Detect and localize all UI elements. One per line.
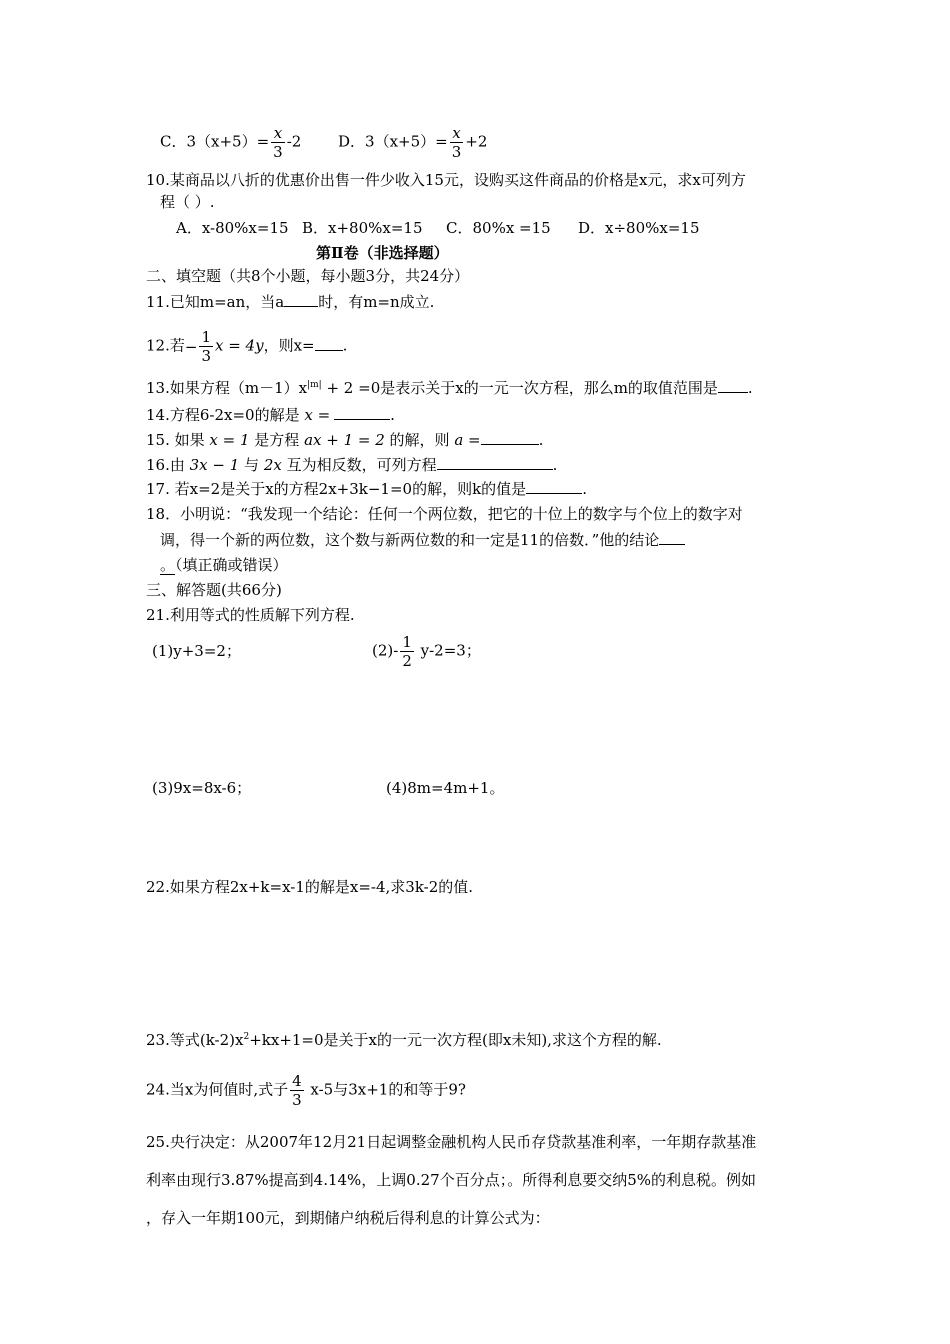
fraction: $\frac{1}{3}$: [201, 328, 211, 365]
answer-blank: [284, 292, 318, 307]
answer-blank: [659, 530, 685, 545]
q24: 24.当x为何值时,式子 $\frac{4}{3}$ x-5与3x+1的和等于9?: [146, 1072, 466, 1109]
q9-option-d: D．3（x+5）= $\frac{x}{3}$ +2: [338, 124, 488, 161]
q12: 12.若− $\frac{1}{3}$ x = 4y，则x= .: [146, 328, 348, 365]
q9-option-c: C．3（x+5）= $\frac{x}{3}$ -2: [160, 124, 302, 161]
q23: 23.等式$(k-2)x^2+kx+1=0$是关于x的一元一次方程(即x未知),求这个方程的解.: [146, 1031, 662, 1049]
q13: 13.如果方程$(m-1)x^{|m|} + 2 =0$是表示关于x的一元一次方程，那么m的取值范围是 .: [146, 379, 753, 397]
q10-line2: 程（ ）.: [160, 193, 215, 211]
q10-option-c: C．80%x =15: [446, 219, 551, 237]
q16: 16.由 3x − 1 与 2x 互为相反数，可列方程 .: [146, 456, 558, 474]
q21-title: 21.利用等式的性质解下列方程.: [146, 606, 355, 624]
q21-part1: (1)y+3=2；: [152, 642, 241, 660]
q21-part2: (2)- $\frac{1}{2}$ y-2=3；: [372, 633, 481, 670]
q17: 17. 若x=2是关于x的方程2x+3k−1=0的解，则k的值是 .: [146, 480, 587, 498]
answer-blank: [718, 378, 748, 393]
answer-blank: [315, 336, 343, 351]
q21-part4: (4)8m=4m+1。: [386, 779, 505, 797]
q15: 15. 如果 x = 1 是方程 ax + 1 = 2 的解，则 a = .: [146, 431, 544, 449]
q10-option-d: D．x÷80%x=15: [578, 219, 700, 237]
q21-part3: (3)9x=8x-6；: [152, 779, 252, 797]
q10-option-a: A．x-80%x=15: [176, 219, 289, 237]
q22: 22.如果方程2x+k=x-1的解是x=-4,求3k-2的值.: [146, 878, 474, 896]
fraction: $\frac{1}{2}$: [402, 633, 412, 670]
section3-title: 三、解答题(共66分): [146, 581, 282, 599]
fraction: $\frac{4}{3}$: [292, 1072, 302, 1109]
q25-line2: 利率由现行3.87%提高到4.14%，上调0.27个百分点；。所得利息要交纳5%的利息税。例如: [146, 1171, 757, 1189]
answer-blank: [481, 430, 539, 445]
q10-option-b: B．x+80%x=15: [302, 219, 423, 237]
section2-title: 二、填空题（共8个小题，每小题3分，共24分）: [146, 267, 470, 285]
part2-heading: 第Ⅱ卷（非选择题）: [316, 244, 449, 262]
answer-blank: [526, 479, 582, 494]
answer-blank: [437, 455, 553, 470]
q10-line1: 10.某商品以八折的优惠价出售一件少收入15元，设购买这件商品的价格是x元，求x可列方: [146, 171, 746, 189]
q11: 11.已知m=an，当a 时，有m=n成立.: [146, 293, 435, 311]
answer-blank: [334, 405, 390, 420]
q18-line3: 。（填正确或错误）: [160, 556, 288, 574]
q14: 14.方程6-2x=0的解是 x = .: [146, 406, 395, 424]
q18-line1: 18．小明说：“我发现一个结论：任何一个两位数，把它的十位上的数字与个位上的数字对: [146, 505, 743, 523]
fraction: $\frac{x}{3}$: [451, 124, 462, 161]
fraction: $\frac{x}{3}$: [273, 124, 283, 161]
q25-line3: ，存入一年期100元，到期储户纳税后得利息的计算公式为：: [146, 1209, 550, 1227]
q18-line2: 调，得一个新的两位数，这个数与新两位数的和一定是11的倍数．”他的结论: [160, 530, 685, 550]
q25-line1: 25.央行决定：从2007年12月21日起调整金融机构人民币存贷款基准利率，一年期存款基准: [146, 1133, 757, 1151]
